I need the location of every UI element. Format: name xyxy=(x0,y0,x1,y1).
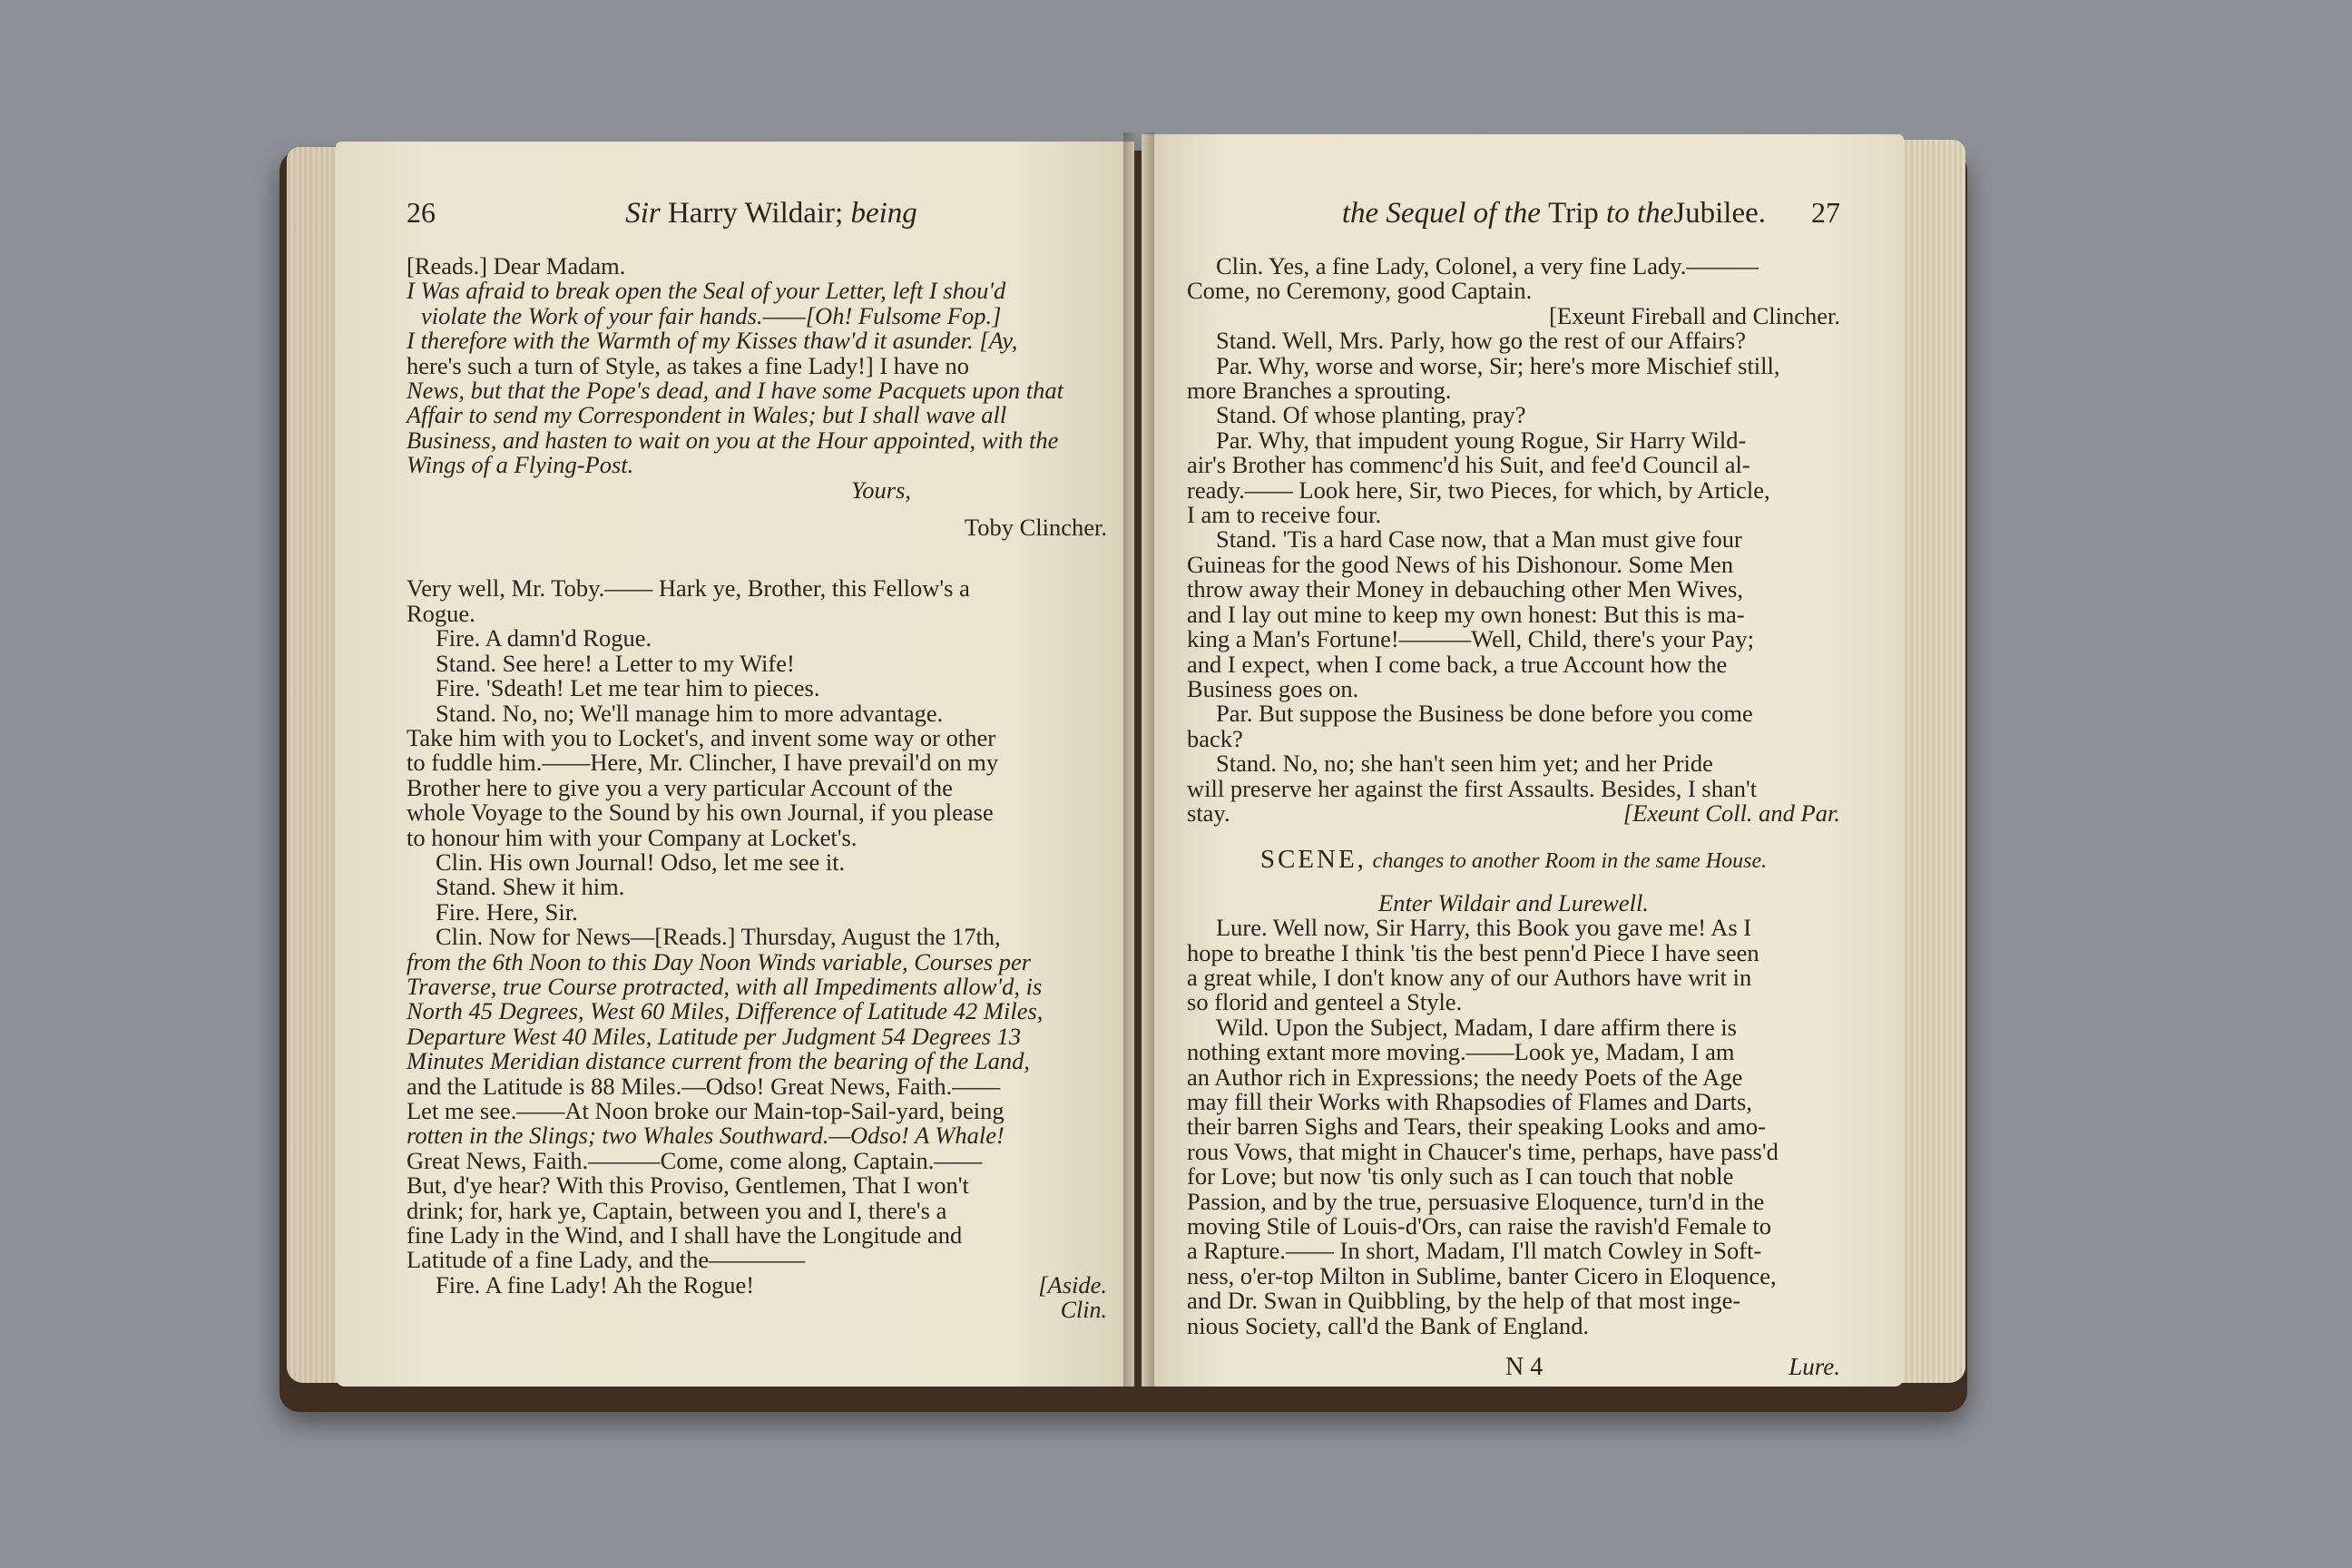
text-line: Business goes on. xyxy=(1187,674,1359,702)
text-line: drink; for, hark ye, Captain, between you and I, there's a xyxy=(407,1196,947,1224)
scene-heading: SCENE, changes to another Room in the same House. xyxy=(1259,845,1768,875)
right-page-footer xyxy=(1187,1353,1840,1382)
text-line: and I lay out mine to keep my own honest: But this is ma- xyxy=(1187,600,1745,628)
text-line: Stand. 'Tis a hard Case now, that a Man must give four xyxy=(1216,525,1742,554)
text-line: Stand. See here! a Letter to my Wife! xyxy=(436,649,795,677)
text-line: may fill their Works with Rhapsodies of Flames and Darts, xyxy=(1187,1088,1752,1115)
text-line: will preserve her against the first Assaults. Besides, I shan't xyxy=(1187,774,1758,802)
text-line: News, but that the Pope's dead, and I have some Pacquets upon that xyxy=(407,377,1064,405)
stage-direction: [Exeunt Coll. and Par. xyxy=(1622,799,1840,827)
text-line: Clin. Now for News—[Reads.] Thursday, August the 17th, xyxy=(436,923,1001,951)
text-line: Lure. Well now, Sir Harry, this Book you gave me! As I xyxy=(1216,914,1752,942)
right-page xyxy=(1142,134,1904,1387)
text-line: Very well, Mr. Toby.—— Hark ye, Brother, this Fellow's a xyxy=(407,574,970,603)
stage-direction: Enter Wildair and Lurewell. xyxy=(1378,888,1649,916)
text-line: Stand. No, no; she han't seen him yet; and her Pride xyxy=(1216,750,1713,778)
text-line: for Love; but now 'tis only such as I can touch that noble xyxy=(1187,1162,1734,1191)
left-page-number: 26 xyxy=(407,196,436,229)
text-line: Affair to send my Correspondent in Wales; but I shall wave all xyxy=(407,401,1007,429)
text-line: Fire. Here, Sir. xyxy=(436,897,578,926)
text-line: a Rapture.—— In short, Madam, I'll match Cowley in Soft- xyxy=(1187,1237,1762,1265)
book-gutter xyxy=(1123,132,1154,1394)
text-line: rous Vows, that might in Chaucer's time, perhaps, have pass'd xyxy=(1187,1137,1779,1165)
text-line: Par. But suppose the Business be done before you come xyxy=(1216,700,1753,728)
text-line: I am to receive four. xyxy=(1187,501,1382,529)
left-page xyxy=(336,142,1134,1387)
text-line: Minutes Meridian distance current from the bearing of the Land, xyxy=(407,1047,1030,1075)
right-page-number: 27 xyxy=(1811,196,1840,229)
text-line: Traverse, true Course protracted, with all Impediments allow'd, is xyxy=(407,972,1043,1000)
right-page-text xyxy=(1187,252,1840,1382)
text-line: an Author rich in Expressions; the needy Poets of the Age xyxy=(1187,1063,1743,1091)
text-line: Stand. Well, Mrs. Parly, how go the rest of our Affairs? xyxy=(1216,327,1746,355)
text-line: nious Society, call'd the Bank of England. xyxy=(1187,1311,1590,1339)
right-running-head xyxy=(1187,196,1840,234)
text-line: back? xyxy=(1187,724,1243,752)
text-line: Passion, and by the true, persuasive Eloquence, turn'd in the xyxy=(1187,1187,1765,1215)
text-line: violate the Work of your fair hands.——[Oh! Fulsome Fop.] xyxy=(421,301,1002,329)
text-line: Stand. Of whose planting, pray? xyxy=(1216,401,1526,429)
text-line: throw away their Money in debauching other Men Wives, xyxy=(1187,575,1743,603)
text-line: Fire. A damn'd Rogue. xyxy=(436,624,652,652)
text-line: But, d'ye hear? With this Proviso, Gentlemen, That I won't xyxy=(407,1171,969,1200)
stage-direction: [Exeunt Fireball and Clincher. xyxy=(1549,301,1840,329)
text-line: Clin. His own Journal! Odso, let me see it. xyxy=(436,848,846,876)
text-line: Par. Why, worse and worse, Sir; here's more Mischief still, xyxy=(1216,351,1780,379)
text-line: rotten in the Slings; two Whales Southward.—Odso! A Whale! xyxy=(407,1122,1004,1150)
text-line: to fuddle him.——Here, Mr. Clincher, I have prevail'd on my xyxy=(407,749,999,777)
text-line: Great News, Faith.———Come, come along, Captain.—— xyxy=(407,1146,983,1174)
text-line: and the Latitude is 88 Miles.—Odso! Great News, Faith.—— xyxy=(407,1072,1001,1100)
text-line: Stand. No, no; We'll manage him to more advantage. xyxy=(436,699,944,727)
text-line: fine Lady in the Wind, and I shall have the Longitude and xyxy=(407,1221,963,1250)
signature-mark: N 4 xyxy=(1505,1353,1544,1382)
text-line: Yours, xyxy=(851,475,912,504)
text-line: here's such a turn of Style, as takes a fine Lady!] I have no xyxy=(407,351,969,379)
left-running-head xyxy=(407,196,1107,234)
left-page-text xyxy=(407,254,1107,1323)
text-line: king a Man's Fortune!———Well, Child, there's your Pay; xyxy=(1187,625,1754,653)
text-line: a great while, I don't know any of our Authors have writ in xyxy=(1187,963,1752,991)
catchword: Clin. xyxy=(1060,1297,1107,1324)
text-line: I therefore with the Warmth of my Kisses thaw'd it asunder. [Ay, xyxy=(407,327,1018,355)
text-line: Take him with you to Locket's, and invent some way or other xyxy=(407,723,996,751)
text-line: [Reads.] Dear Madam. xyxy=(407,252,626,279)
text-line: Departure West 40 Miles, Latitude per Judgment 54 Degrees 13 xyxy=(407,1022,1022,1050)
text-line: Guineas for the good News of his Dishonour. Some Men xyxy=(1187,550,1734,578)
text-line: Brother here to give you a very particular Account of the xyxy=(407,773,953,801)
text-line: Wings of a Flying-Post. xyxy=(407,451,634,479)
text-line: Par. Why, that impudent young Rogue, Sir Harry Wild- xyxy=(1216,426,1747,454)
text-line: more Branches a sprouting. xyxy=(1187,377,1452,405)
text-line: from the 6th Noon to this Day Noon Winds variable, Courses per xyxy=(407,947,1032,975)
text-line: Clin. Yes, a fine Lady, Colonel, a very fine Lady.——— xyxy=(1216,252,1759,279)
open-book xyxy=(279,114,1976,1412)
text-line: Fire. A fine Lady! Ah the Rogue! xyxy=(436,1270,755,1298)
text-line: Latitude of a fine Lady, and the———— xyxy=(407,1246,806,1274)
text-line: hope to breathe I think 'tis the best penn'd Piece I have seen xyxy=(1187,938,1759,966)
text-line: ness, o'er-top Milton in Sublime, banter Cicero in Eloquence, xyxy=(1187,1261,1777,1289)
text-line: Wild. Upon the Subject, Madam, I dare affirm there is xyxy=(1216,1013,1737,1041)
text-line: nothing extant more moving.——Look ye, Madam, I am xyxy=(1187,1038,1735,1066)
text-line: North 45 Degrees, West 60 Miles, Difference of Latitude 42 Miles, xyxy=(407,997,1044,1025)
text-line: and I expect, when I come back, a true Account how the xyxy=(1187,650,1728,678)
signature-line: Toby Clincher. xyxy=(964,514,1107,542)
text-line: Fire. 'Sdeath! Let me tear him to pieces. xyxy=(436,674,820,702)
text-line: their barren Sighs and Tears, their speaking Looks and amo- xyxy=(1187,1112,1766,1141)
text-line: whole Voyage to the Sound by his own Journal, if you please xyxy=(407,799,994,827)
text-line: Let me see.——At Noon broke our Main-top-Sail-yard, being xyxy=(407,1097,1004,1124)
left-headline: Sir Harry Wildair; being xyxy=(625,197,917,230)
text-line: ready.—— Look here, Sir, two Pieces, for which, by Article, xyxy=(1187,475,1770,504)
text-line: Stand. Shew it him. xyxy=(436,873,625,901)
text-line: so florid and genteel a Style. xyxy=(1187,988,1463,1016)
text-line: air's Brother has commenc'd his Suit, and fee'd Council al- xyxy=(1187,451,1750,479)
right-headline: the Sequel of the Trip to theJubilee. xyxy=(1341,197,1766,230)
text-line: I Was afraid to break open the Seal of your Letter, left I shou'd xyxy=(407,277,1006,305)
stage-direction: [Aside. xyxy=(1038,1270,1107,1298)
text-line: Come, no Ceremony, good Captain. xyxy=(1187,277,1533,305)
catchword: Lure. xyxy=(1788,1353,1840,1381)
page-edges-right xyxy=(1893,140,1965,1383)
text-line: moving Stile of Louis-d'Ors, can raise the ravish'd Female to xyxy=(1187,1212,1771,1240)
text-line: stay. xyxy=(1187,799,1230,827)
text-line: and Dr. Swan in Quibbling, by the help of that most inge- xyxy=(1187,1287,1741,1315)
text-line: to honour him with your Company at Locket's. xyxy=(407,823,858,851)
text-line: Business, and hasten to wait on you at the Hour appointed, with the xyxy=(407,426,1059,454)
text-line: Rogue. xyxy=(407,599,475,627)
